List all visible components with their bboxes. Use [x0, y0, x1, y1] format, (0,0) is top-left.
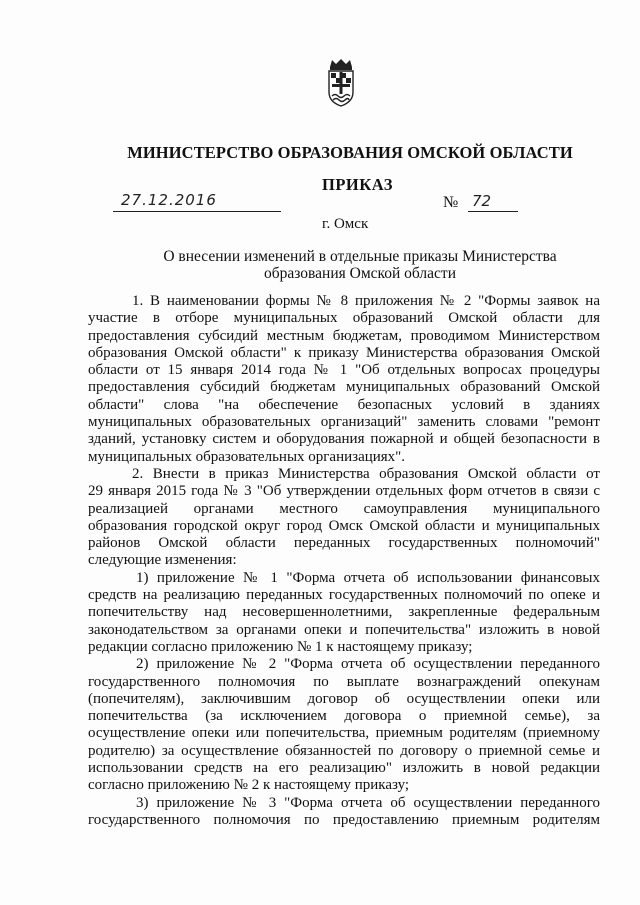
ministry-title: МИНИСТЕРСТВО ОБРАЗОВАНИЯ ОМСКОЙ ОБЛАСТИ	[127, 143, 573, 162]
text-line: муниципальных образовательных организациях".	[88, 448, 406, 465]
text-line: средств на реализацию переданных государственных полномочий по опеке и	[88, 587, 600, 604]
text-line: государственного полномочия по выплате вознаграждений опекунам	[88, 673, 600, 690]
paragraph-5	[88, 795, 600, 830]
date-field	[113, 193, 281, 212]
document-subject	[160, 248, 560, 282]
subject-line: образования Омской области	[264, 265, 456, 282]
text-line: (попечителям), заключившим договор об осуществлении опеки или	[88, 690, 600, 707]
paragraph-3	[88, 570, 600, 656]
text-line: законодательством за органами опеки и попечительства" изложить в новой	[88, 621, 600, 638]
text-line: участие в отборе муниципальных образований Омской области для	[88, 310, 600, 327]
text-line: родителю) за осуществление обязанностей по договору о приемной семье и	[88, 742, 600, 759]
text-line: 2) приложение № 2 "Форма отчета об осуществлении переданного	[136, 656, 600, 673]
number-field	[468, 194, 518, 212]
paragraph-2	[88, 466, 600, 570]
text-line: 3) приложение № 3 "Форма отчета об осуществлении переданного	[136, 794, 600, 811]
text-line: области от 15 января 2014 года № 1 "Об отдельных вопросах процедуры	[88, 362, 600, 379]
text-line: предоставления субсидий местным бюджетам, проводимом Министерством	[88, 327, 600, 344]
text-line: следующие изменения:	[88, 552, 237, 569]
text-line: муниципальных образовательных организаций" заменить словами "ремонт	[88, 414, 600, 431]
text-line: образования городской округ город Омск Омской области и муниципальных	[88, 517, 600, 534]
number-label: №	[443, 194, 459, 211]
document-type: ПРИКАЗ	[322, 175, 393, 194]
text-line: государственного полномочия по предоставлению приемным родителям	[88, 811, 600, 828]
subject-line: О внесении изменений в отдельные приказы Министерства	[163, 248, 557, 265]
text-line: 29 января 2015 года № 3 "Об утверждении отдельных форм отчетов в связи с	[88, 483, 600, 500]
text-line: районов Омской области переданных государственных полномочий"	[88, 535, 600, 552]
text-line: реализацией органами местного самоуправления муниципального	[88, 500, 600, 517]
document-body	[88, 293, 600, 829]
text-line: области" слова "на обеспечение безопасных условий в зданиях	[88, 396, 600, 413]
text-line: попечительства (за исключением договора о приемной семье), за	[88, 708, 600, 725]
text-line: образования Омской области" к приказу Министерства образования Омской	[88, 344, 600, 361]
paragraph-1	[88, 293, 600, 466]
text-line: редакции согласно приложению № 1 к настоящему приказу;	[88, 638, 473, 655]
text-line: согласно приложению № 2 к настоящему приказу;	[88, 777, 410, 794]
coat-of-arms-icon	[326, 58, 356, 108]
text-line: предоставления субсидий бюджетам муниципальных образований Омской	[88, 379, 600, 396]
text-line: зданий, установку систем и оборудования пожарной и общей безопасности в	[88, 431, 600, 448]
paragraph-4	[88, 656, 600, 794]
handwritten-number: 72	[472, 192, 492, 210]
text-line: попечительству над несовершеннолетними, закрепленные федеральным	[88, 604, 600, 621]
text-line: 2. Внести в приказ Министерства образования Омской области от	[132, 465, 600, 482]
city: г. Омск	[322, 216, 369, 232]
text-line: использовании средств на его реализацию" изложить в новой редакции	[88, 760, 600, 777]
text-line: осуществление опеки или попечительства, приемным родителям (приемному	[88, 725, 600, 742]
handwritten-date: 27.12.2016	[121, 191, 217, 209]
text-line: 1) приложение № 1 "Форма отчета об использовании финансовых	[136, 569, 600, 586]
text-line: 1. В наименовании формы № 8 приложения № 2 "Формы заявок на	[132, 293, 600, 309]
